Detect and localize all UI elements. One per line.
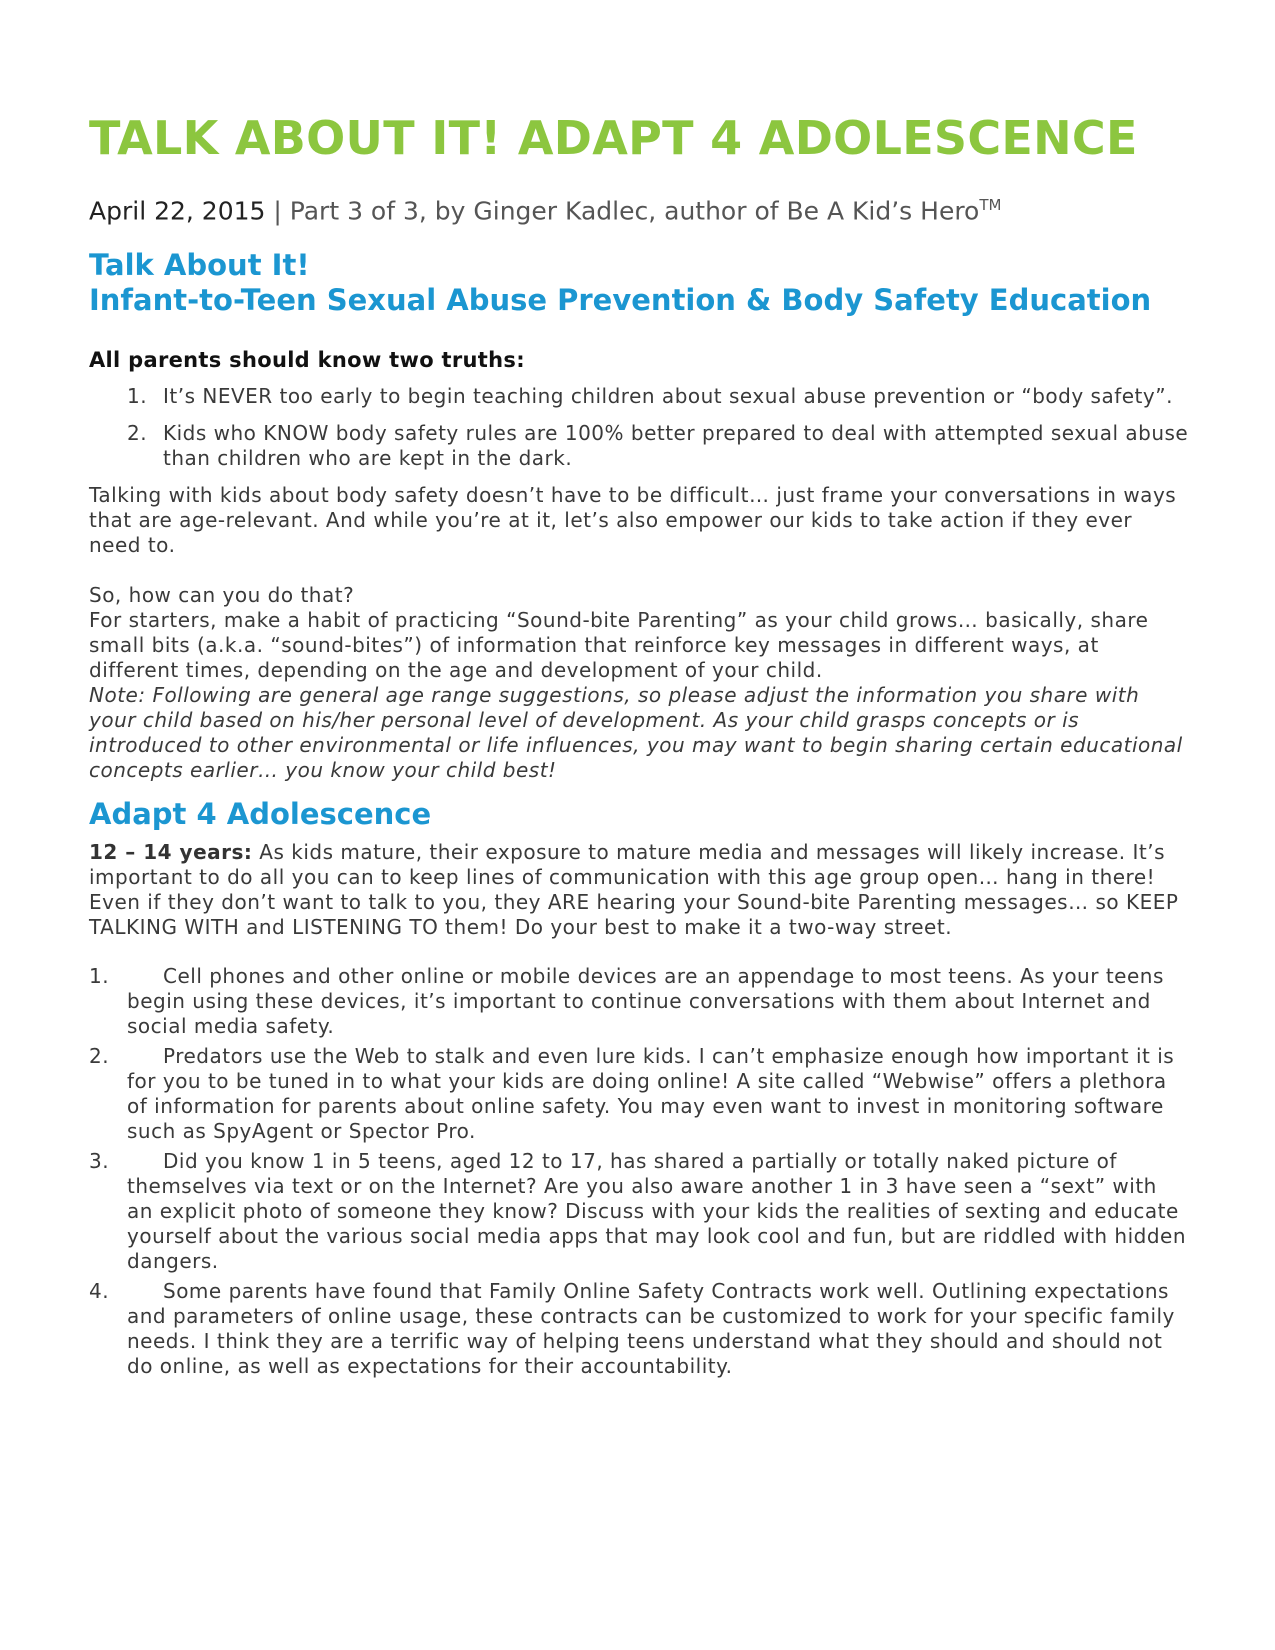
age-note: Note: Following are general age range suggestions, so please adjust the information you share with your child based on his/her personal level of development. As your child grasps concepts or is introduced to other environmental or life influences, you may want to begin sharing certain educational concepts earlier… you know your child best! <box>89 683 1183 783</box>
list-item-text: Predators use the Web to stalk and even lure kids. I can’t emphasize enough how important it is for you to be tuned in to what your kids are doing online! A site called “Webwise” offers a plethora of information for parents about online safety. You may even want to invest in monitoring software such as SpyAgent or Spector Pro. <box>127 1044 1175 1144</box>
list-number: 1. <box>89 964 110 989</box>
list-item-text: It’s NEVER too early to begin teaching children about sexual abuse prevention or “body safety”. <box>163 384 1173 409</box>
adapt-intro-text: As kids mature, their exposure to mature media and messages will likely increase. It’s important to do all you can to keep lines of communication with this age group open… hang in there! Even if they don’t want to talk to you, they ARE hearing your Sound-bite Parenting messages… so KEEP TALKING WITH and LISTENING TO them! Do your best to make it a two-way street. <box>89 840 1179 940</box>
document-page <box>89 110 1189 1384</box>
byline <box>89 190 1189 226</box>
list-number: 2. <box>127 421 148 446</box>
subheading-prevention: Infant-to-Teen Sexual Abuse Prevention & Body Safety Education <box>89 283 1152 318</box>
list-number: 2. <box>89 1044 110 1069</box>
truths-list <box>89 384 1189 471</box>
list-item-text: Kids who KNOW body safety rules are 100% better prepared to deal with attempted sexual abuse than children who are kept in the dark. <box>163 421 1189 471</box>
page-title: TALK ABOUT IT! ADAPT 4 ADOLESCENCE <box>89 111 1138 165</box>
subheading-talk-about-it: Talk About It! <box>89 248 310 283</box>
byline-separator: | <box>273 196 282 226</box>
list-item <box>89 964 1189 1039</box>
publish-date: April 22, 2015 <box>89 196 266 226</box>
list-item <box>89 1279 1189 1379</box>
truths-heading: All parents should know two truths: <box>89 348 525 373</box>
intro-section <box>89 483 1189 783</box>
list-number: 4. <box>89 1279 110 1304</box>
adapt-intro <box>89 840 1189 940</box>
byline-text: Part 3 of 3, by Ginger Kadlec, author of Be A Kid’s Hero <box>289 196 980 226</box>
intro-question: So, how can you do that? <box>89 583 355 608</box>
intro-paragraph: For starters, make a habit of practicing “Sound-bite Parenting” as your child grows… basically, share small bits (a.k.a. “sound-bites”) of information that reinforce key messages in different ways, at different times, depending on the age and development of your child. <box>89 608 1149 683</box>
list-item-text: Some parents have found that Family Online Safety Contracts work well. Outlining expectations and parameters of online usage, these contracts can be customized to work for your specific family needs. I think they are a terrific way of helping teens understand what they should and should not do online, as well as expectations for their accountability. <box>127 1279 1175 1379</box>
age-range-label: 12 – 14 years: <box>89 840 253 865</box>
list-item <box>89 421 1189 471</box>
adapt-heading: Adapt 4 Adolescence <box>89 797 432 832</box>
list-item <box>89 1044 1189 1144</box>
list-item-text: Cell phones and other online or mobile devices are an appendage to most teens. As your teens begin using these devices, it’s important to continue conversations with them about Internet and social media safety. <box>127 964 1164 1039</box>
intro-paragraph: Talking with kids about body safety doesn’t have to be difficult… just frame your conversations in ways that are age-relevant. And while you’re at it, let’s also empower our kids to take action if they ever need to. <box>89 483 1177 558</box>
list-item <box>89 384 1189 409</box>
list-item-text: Did you know 1 in 5 teens, aged 12 to 17, has shared a partially or totally naked picture of themselves via text or on the Internet? Are you also aware another 1 in 3 have seen a “sext” with an explicit photo of someone they know? Discuss with your kids the realities of sexting and educate yourself about the various social media apps that may look cool and fun, but are riddled with hidden dangers. <box>127 1149 1187 1274</box>
list-number: 1. <box>127 384 148 409</box>
adapt-list <box>89 964 1189 1379</box>
list-number: 3. <box>89 1149 110 1174</box>
list-item <box>89 1149 1189 1274</box>
trademark: TM <box>979 196 1002 214</box>
